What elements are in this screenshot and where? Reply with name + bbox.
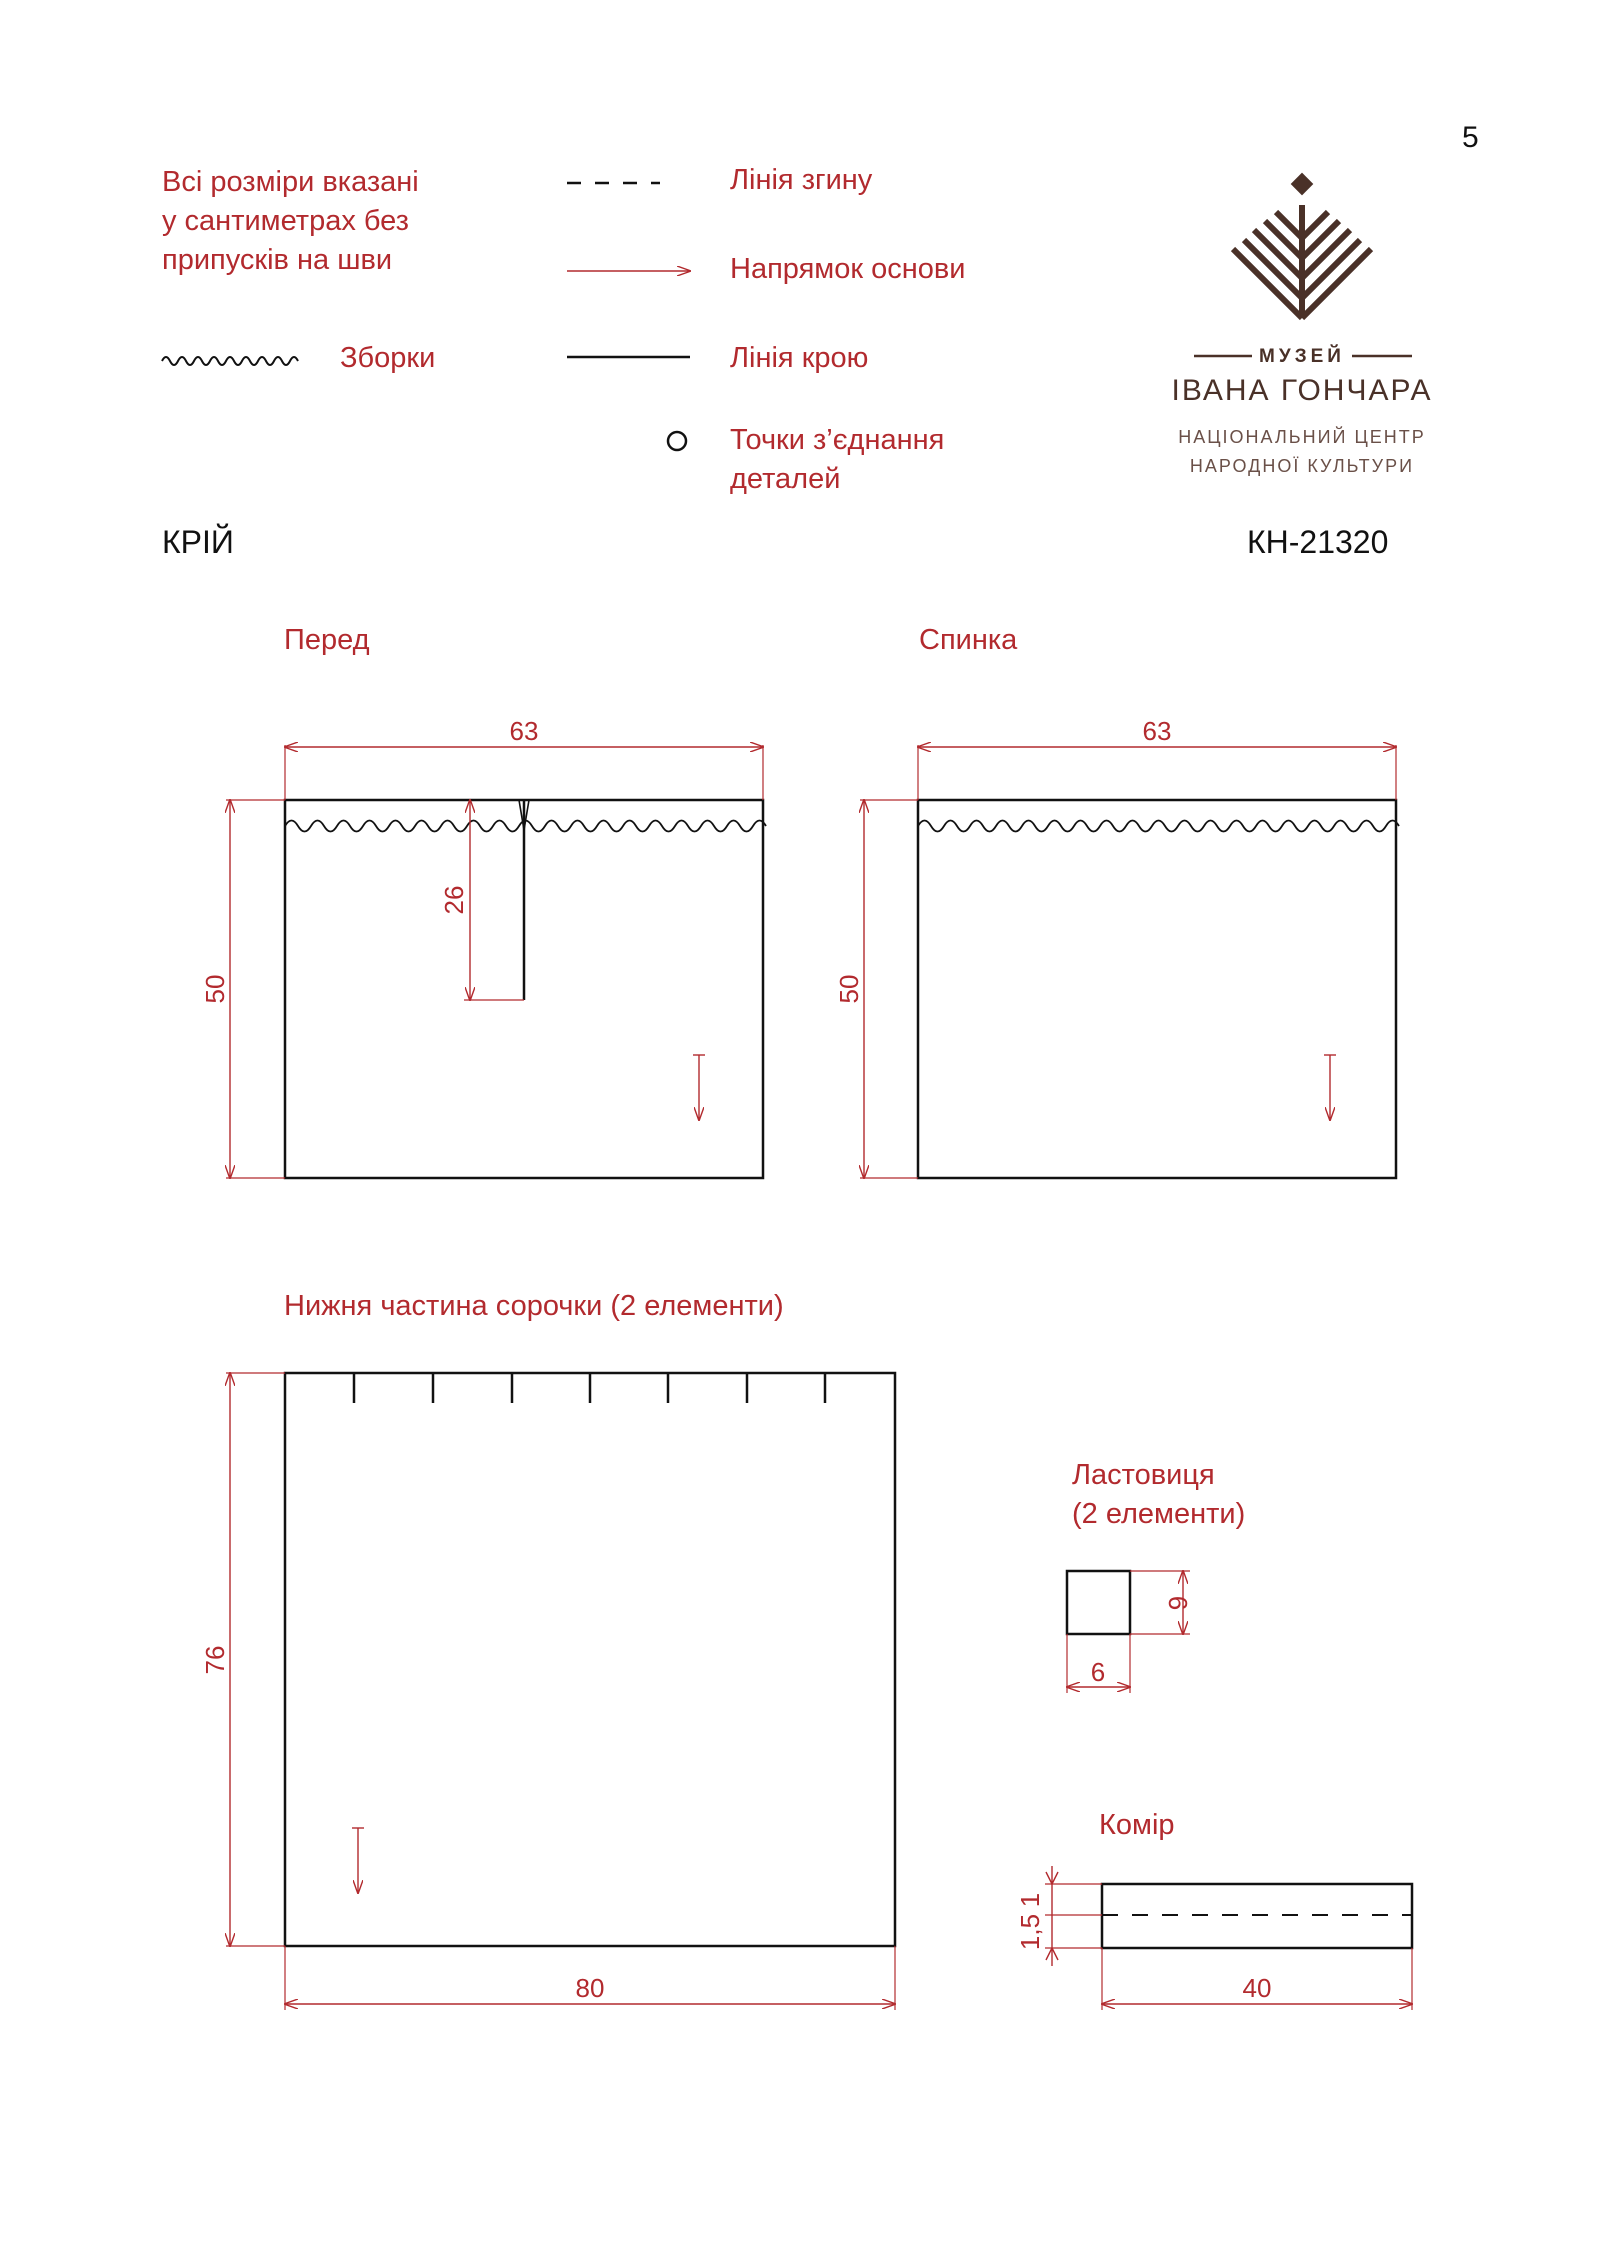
lower-part-width-dimension: 80 [575, 1973, 605, 2003]
legend-note-line: Всі розміри вказані [162, 166, 419, 198]
tree-icon [1233, 173, 1371, 318]
gusset-label-line: (2 елементи) [1072, 1498, 1246, 1530]
front-label: Перед [284, 624, 370, 656]
legend-note-line: у сантиметрах без [162, 205, 409, 237]
back-gathers [918, 821, 1399, 832]
collar-height1-dimension: 1 [1015, 1892, 1045, 1908]
front-height-dimension: 50 [200, 974, 230, 1004]
back-piece [834, 716, 1399, 1178]
lower-part-label: Нижня частина сорочки (2 елементи) [284, 1290, 784, 1322]
logo-line2: ІВАНА ГОНЧАРА [1171, 374, 1433, 407]
legend-cut-label: Лінія крою [730, 342, 869, 374]
legend-gathers-symbol [162, 357, 298, 365]
logo-line1: МУЗЕЙ [1259, 346, 1345, 367]
page-number: 5 [1462, 121, 1479, 154]
museum-logo [1172, 173, 1433, 476]
back-height-dimension: 50 [834, 974, 864, 1004]
logo-line4: НАРОДНОЇ КУЛЬТУРИ [1189, 456, 1415, 476]
item-code: КН-21320 [1247, 524, 1389, 560]
lower-part-height-dimension: 76 [200, 1645, 230, 1675]
logo-line3: НАЦІОНАЛЬНИЙ ЦЕНТР [1178, 427, 1426, 447]
legend-join-point-symbol [668, 432, 686, 450]
back-width-dimension: 63 [1142, 716, 1172, 746]
collar-piece [1015, 1866, 1412, 2010]
legend-joins-line: Точки з’єднання [730, 424, 945, 456]
back-label: Спинка [919, 624, 1018, 656]
legend-grain-label: Напрямок основи [730, 253, 966, 285]
legend-note-line: припусків на шви [162, 244, 393, 276]
front-slit-dimension: 26 [439, 885, 469, 915]
collar-length-dimension: 40 [1242, 1973, 1272, 2003]
front-width-dimension: 63 [509, 716, 539, 746]
gusset-height-dimension: 6 [1163, 1595, 1193, 1611]
lower-part-notches [354, 1373, 825, 1403]
gusset-width-dimension: 6 [1090, 1657, 1106, 1687]
front-piece [200, 716, 766, 1178]
legend-gathers-label: Зборки [340, 342, 436, 374]
gusset-label-line: Ластовиця [1072, 1459, 1215, 1491]
legend-fold-label: Лінія згину [730, 164, 873, 196]
collar-label: Комір [1099, 1809, 1175, 1841]
legend-joins-line: деталей [730, 463, 841, 495]
gusset-piece [1067, 1571, 1193, 1693]
collar-height2-dimension: 1,5 [1015, 1913, 1045, 1951]
page-title: КРІЙ [162, 524, 234, 560]
lower-part-piece [200, 1373, 895, 2010]
